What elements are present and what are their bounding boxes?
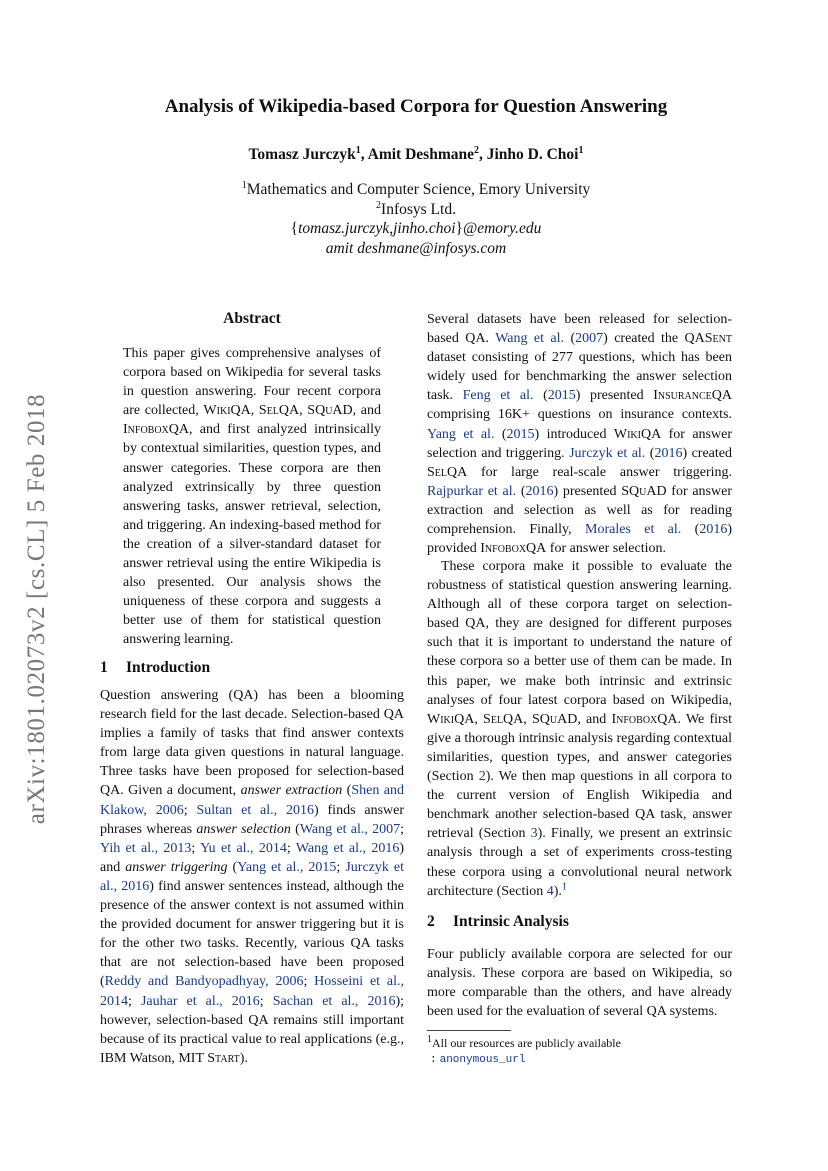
citation-link[interactable]: Sachan et al., 2016 — [272, 993, 396, 1009]
section-ref-link[interactable]: 3 — [530, 826, 538, 842]
email-line-2: amit deshmane@infosys.com — [325, 239, 507, 257]
email-line-1: {tomasz.jurczyk,jinho.choi}@emory.edu — [290, 220, 542, 237]
abstract-body: This paper gives comprehensive analyses of corpora based on Wikipedia for several tasks in question answering. Four recent corpora are collected, WikiQA, SelQA, SQuAD, and InfoboxQA, and first analyzed intrinsically by contextual similarities, question types, and answer categories. These corpora are then analyzed extrinsically by three question answering tasks, answer retrieval, selection, and triggering. An indexing-based method for the creation of a silver-standard dataset for answer retrieval using the entire Wikipedia is also presented. Our analysis shows the uniqueness of these corpora and suggests a better use of them for statistical question answering learning. — [123, 346, 382, 648]
intrinsic-analysis-paragraph: Four publicly available corpora are selected for our analysis. These corpora are based on Wikipedia, so more comparable than the others, and have already been used for the evaluation of several QA systems. — [427, 947, 732, 1020]
section-ref-link[interactable]: 4 — [546, 883, 554, 899]
citation-year-link[interactable]: 2016 — [699, 522, 728, 538]
author-name: Amit Deshmane — [367, 146, 474, 163]
datasets-paragraph: Several datasets have been released for selection-based QA. Wang et al. (2007) created the QASent dataset consisting of 277 questions, which has been widely used for benchmarking the answer selection task. Feng et al. (2015) presented InsuranceQA comprising 16K+ questions on insurance contexts. Yang et al. (2015) introduced WikiQA for answer selection and triggering. Jurczyk et al. (2016) created SelQA for large real-scale answer triggering. Rajpurkar et al. (2016) presented SQuAD for answer extraction and selection as well as for reading comprehension. Finally, Morales et al. (2016) provided InfoboxQA for answer selection. — [427, 312, 732, 557]
citation-link[interactable]: Morales et al. — [585, 522, 682, 538]
citation-link[interactable]: Sultan et al., 2016 — [196, 802, 315, 818]
resource-url-link[interactable]: anonymous_url — [439, 1054, 526, 1066]
section-heading-introduction: 1 Introduction — [100, 659, 211, 676]
section-heading-intrinsic-analysis: 2 Intrinsic Analysis — [427, 913, 569, 930]
affiliation-2: $^2$Infosys Ltd. — [376, 199, 456, 218]
citation-link[interactable]: Feng et al. — [462, 388, 534, 404]
author-list: Tomasz Jurczyk$^1$, Amit Deshmane$^2$, Jinho D. Choi$^1$ — [248, 144, 584, 163]
footnote: $^1$All our resources are publicly available : anonymous_url — [427, 1034, 621, 1066]
author-name: Tomasz Jurczyk — [248, 146, 356, 163]
affiliations — [100, 180, 732, 258]
section-ref-link[interactable]: 2 — [478, 769, 486, 785]
arxiv-identifier: arXiv:1801.02073v2 [cs.CL] 5 Feb 2018 — [23, 393, 50, 825]
citation-year-link[interactable]: 2015 — [506, 426, 535, 442]
citation-year-link[interactable]: 2015 — [547, 388, 576, 404]
introduction-paragraph: Question answering (QA) has been a blooming research field for the last decade. Selection-based QA implies a family of tasks that find answer contexts from large data given questions in natural language. Three tasks have been proposed for selection-based QA. Given a document, answer extraction (Shen and Klakow, 2006; Sultan et al., 2016) finds answer phrases whereas answer selection (Wang et al., 2007; Yih et al., 2013; Yu et al., 2014; Wang et al., 2016) and answer triggering (Yang et al., 2015; Jurczyk et al., 2016) find answer sentences instead, although the presence of the answer context is not assumed within the provided document for answer triggering but it is for the other two tasks. Recently, various QA tasks that are not selection-based have been proposed (Reddy and Bandyopadhyay, 2006; Hosseini et al., 2014; Jauhar et al., 2016; Sachan et al., 2016); however, selection-based QA remains still important because of its practical value to real applications (e.g., IBM Watson, MIT Start). — [100, 688, 405, 1066]
citation-link[interactable]: Wang et al., 2007 — [299, 821, 401, 837]
citation-year-link[interactable]: 2016 — [654, 445, 683, 461]
author-name: Jinho D. Choi — [486, 146, 579, 163]
citation-link[interactable]: Jurczyk et al., 2016 — [100, 859, 404, 894]
citation-year-link[interactable]: 2007 — [575, 331, 604, 347]
citation-link[interactable]: Rajpurkar et al. — [427, 483, 517, 499]
citation-link[interactable]: Yang et al., 2015 — [237, 859, 337, 875]
affiliation-1: $^1$Mathematics and Computer Science, Emory University — [241, 179, 591, 198]
citation-link[interactable]: Yu et al., 2014 — [200, 840, 287, 856]
citation-link[interactable]: Yang et al. — [427, 426, 495, 442]
abstract-heading: Abstract — [223, 310, 281, 327]
footnote-marker-link[interactable]: 1 — [561, 880, 567, 892]
paper-title: Analysis of Wikipedia-based Corpora for Question Answering — [164, 96, 668, 117]
citation-link[interactable]: Hosseini et al., 2014 — [100, 974, 404, 1009]
citation-link[interactable]: Wang et al. — [495, 331, 565, 347]
citation-year-link[interactable]: 2016 — [525, 483, 554, 499]
citation-link[interactable]: Jurczyk et al. — [569, 445, 646, 461]
citation-link[interactable]: Wang et al., 2016 — [295, 840, 400, 856]
corpora-analysis-paragraph: These corpora make it possible to evaluate the robustness of statistical question answering learning. Although all of these corpora target on selection-based QA, they are designed for different purposes such that it is important to understand the nature of these corpora so a better use of them can be made. In this paper, we make both intrinsic and extrinsic analyses of four latest corpora based on Wikipedia, WikiQA, SelQA, SQuAD, and InfoboxQA. We first give a thorough intrinsic analysis regarding contextual similarities, question types, and answer categories (Section 2). We then map questions in all corpora to the current version of English Wikipedia and benchmark another selection-based QA task, answer retrieval (Section 3). Finally, we present an extrinsic analysis through a set of experiments cross-testing these corpora using a convolutional neural network architecture (Section 4).$^1$ — [427, 559, 733, 899]
citation-link[interactable]: Shen and Klakow, 2006 — [100, 783, 404, 818]
citation-link[interactable]: Reddy and Bandyopadhyay, 2006 — [104, 974, 304, 990]
citation-link[interactable]: Yih et al., 2013 — [100, 840, 192, 856]
footnote-divider — [427, 1030, 511, 1031]
citation-link[interactable]: Jauhar et al., 2016 — [140, 993, 260, 1009]
